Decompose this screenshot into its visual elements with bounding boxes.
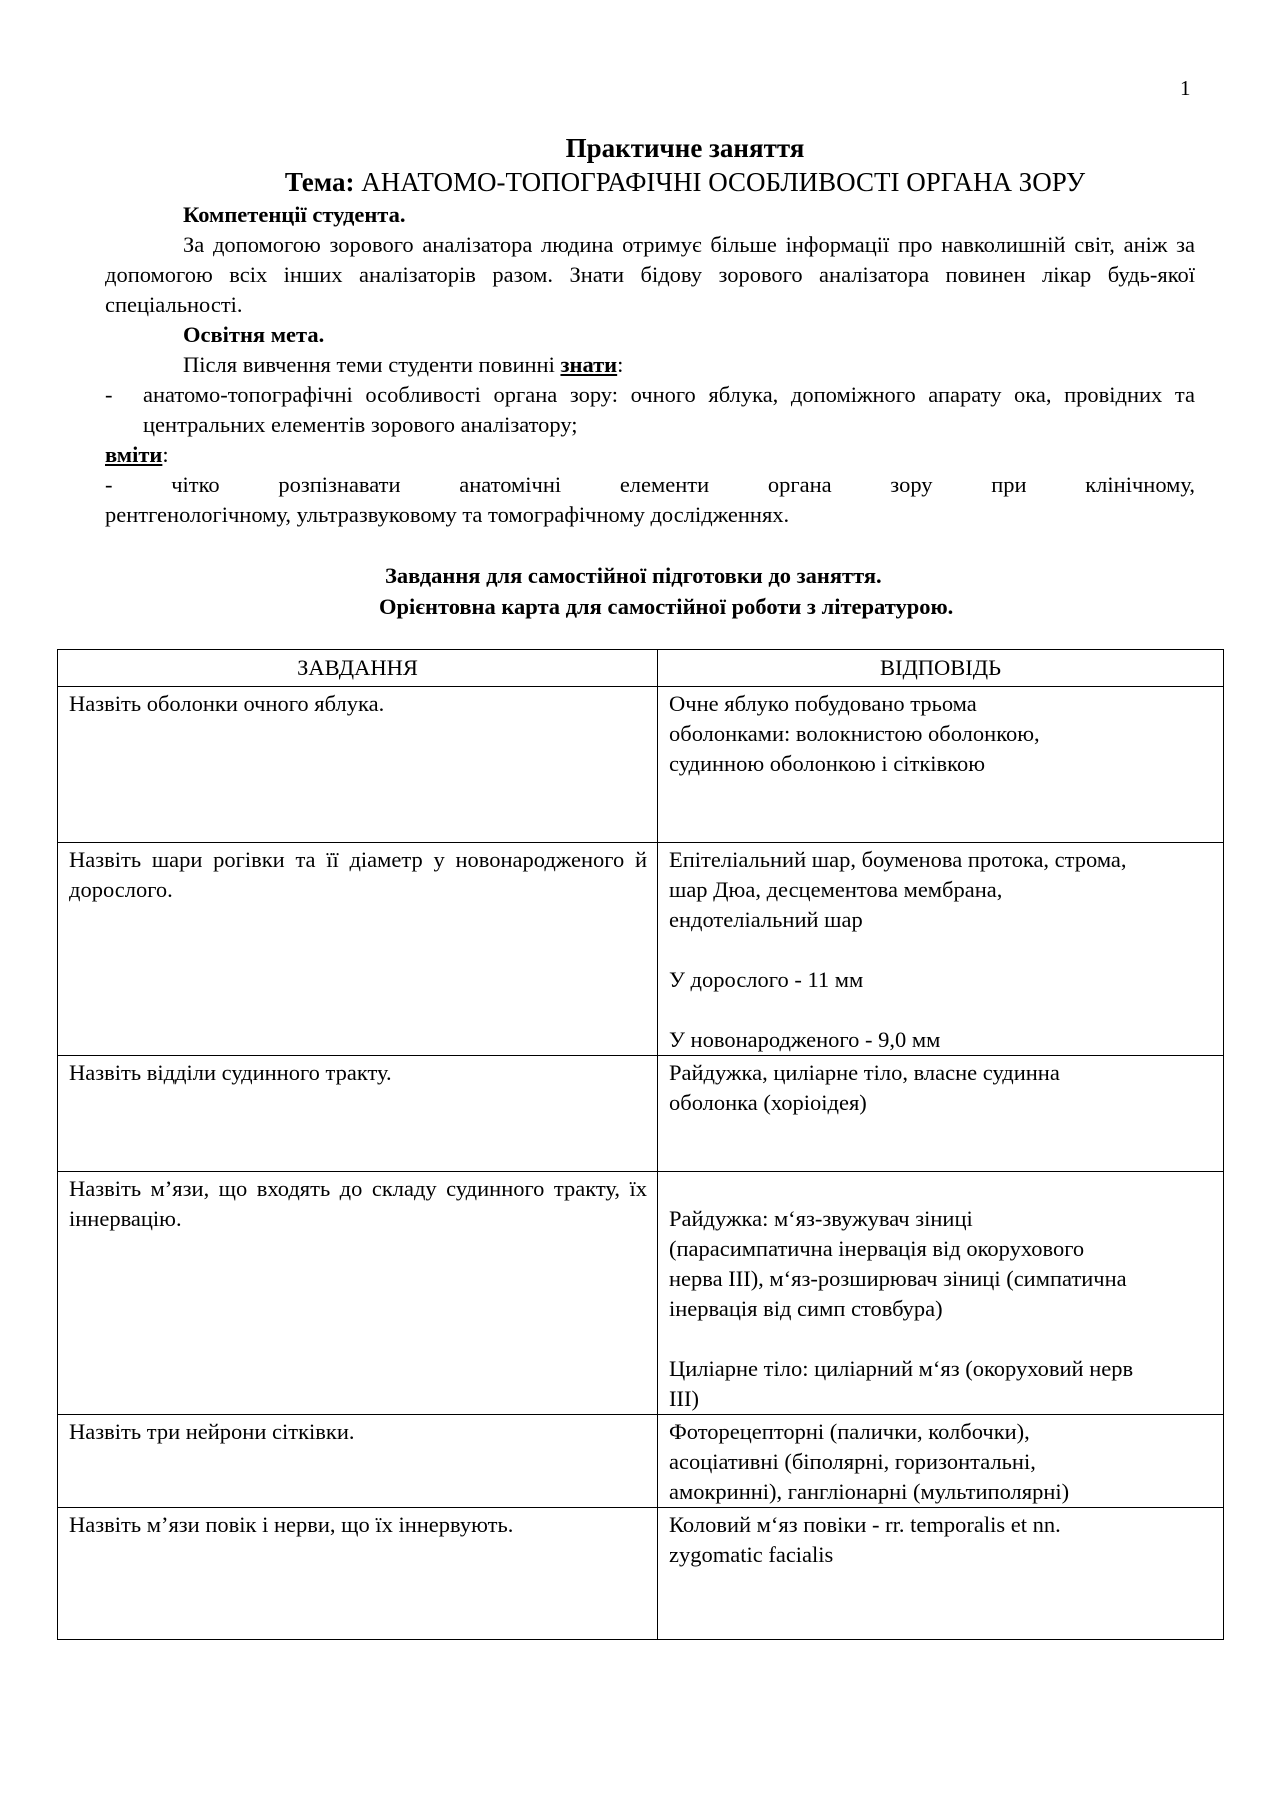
answer-line: ендотеліальний шар [669,907,863,932]
skills-item-line1: - чітко розпізнавати анатомічні елементи органа зору при клінічному, [105,472,1195,497]
task-cell: Назвіть м’язи, що входять до складу судинного тракту, їх іннервацію. [58,1172,658,1415]
page-title: Практичне заняття [565,133,805,163]
answer-line: амокринні), гангліонарні (мультиполярні) [669,1479,1070,1504]
table-row [58,687,1224,843]
answer-cell [658,1415,1224,1508]
skills-item-line2: рентгенологічному, ультразвуковому та томографічному дослідженнях. [105,502,790,527]
table-row [58,843,1224,1056]
table-row [58,1415,1224,1508]
goal-intro-text: Після вивчення теми студенти повинні [183,352,561,377]
competencies-heading: Компетенції студента. [183,202,406,227]
answer-line: Очне яблуко побудовано трьома [669,691,977,716]
task-cell: Назвіть шари рогівки та її діаметр у новонародженого й дорослого. [58,843,658,1056]
task-heading-line1: Завдання для самостійної підготовки до заняття. [385,563,882,588]
page-number: 1 [1180,76,1191,100]
task-cell: Назвіть три нейрони сітківки. [58,1415,658,1508]
answer-line: нерва III), м‘яз-розширювач зіниці (симпатична [669,1266,1127,1291]
answer-gap [669,995,1213,1025]
goal-heading: Освітня мета. [183,322,325,347]
answer-cell [658,1508,1224,1640]
answer-line: У новонародженого - 9,0 мм [669,1027,941,1052]
answer-line: оболонка (хоріоідея) [669,1090,867,1115]
task-heading-line2: Орієнтовна карта для самостійної роботи з літературою. [379,594,954,619]
skills-line [105,440,1195,470]
answer-gap [669,1324,1213,1354]
answer-line: III) [669,1386,699,1411]
answer-line: У дорослого - 11 мм [669,967,864,992]
column-header-task: ЗАВДАННЯ [58,650,658,687]
task-table [57,649,1224,1640]
answer-line: судинною оболонкою і сітківкою [669,751,986,776]
answer-line: (парасимпатична інервація від окорухового [669,1236,1085,1261]
skills-colon: : [162,442,169,467]
task-cell: Назвіть відділи судинного тракту. [58,1056,658,1172]
table-header-row [58,650,1224,687]
answer-line: Коловий м‘яз повіки - rr. temporalis et nn. [669,1512,1061,1537]
answer-line: інервація від симп стовбура) [669,1296,943,1321]
topic-line [175,164,1195,200]
task-cell: Назвіть м’язи повік і нерви, що їх іннервують. [58,1508,658,1640]
table-row [58,1508,1224,1640]
list-dash: - [105,382,113,407]
answer-line: Фоторецепторні (палички, колбочки), [669,1419,1030,1444]
competencies-text: За допомогою зорового аналізатора людина отримує більше інформації про навколишній світ, аніж за допомогою всіх інших аналізаторів разом. Знати бідову зорового аналізатора повинен лікар будь-якої спеціальності. [105,232,1195,317]
task-heading [105,560,1195,622]
answer-cell [658,843,1224,1056]
topic-prefix: Тема: [284,167,362,197]
answer-line: Циліарне тіло: циліарний м‘яз (окоруховий нерв [669,1356,1134,1381]
column-header-answer: ВІДПОВІДЬ [658,650,1224,687]
task-cell: Назвіть оболонки очного яблука. [58,687,658,843]
know-label: знати [560,352,618,377]
know-list-item [105,380,1195,440]
skills-label: вміти [105,442,163,467]
answer-cell [658,1172,1224,1415]
answer-line: шар Дюа, десцементова мембрана, [669,877,1003,902]
answer-line: Райдужка, циліарне тіло, власне судинна [669,1060,1060,1085]
topic-name: АНАТОМО-ТОПОГРАФІЧНІ ОСОБЛИВОСТІ ОРГАНА ЗОРУ [361,167,1086,197]
goal-intro [105,350,1195,380]
answer-gap [669,1174,1213,1204]
answer-gap [669,935,1213,965]
table-row [58,1172,1224,1415]
answer-cell [658,1056,1224,1172]
answer-line: оболонками: волокнистою оболонкою, [669,721,1040,746]
table-row [58,1056,1224,1172]
answer-line: Райдужка: м‘яз-звужувач зіниці [669,1206,973,1231]
answer-line: асоціативні (біполярні, горизонтальні, [669,1449,1036,1474]
document-body [105,132,1195,622]
answer-line: Епітеліальний шар, боуменова протока, строма, [669,847,1127,872]
know-colon: : [617,352,624,377]
answer-line: zygomatic facialis [669,1542,834,1567]
know-item-text: анатомо-топографічні особливості органа зору: очного яблука, допоміжного апарату ока, провідних та центральних елементів зорового аналізатору; [143,382,1195,437]
answer-cell [658,687,1224,843]
